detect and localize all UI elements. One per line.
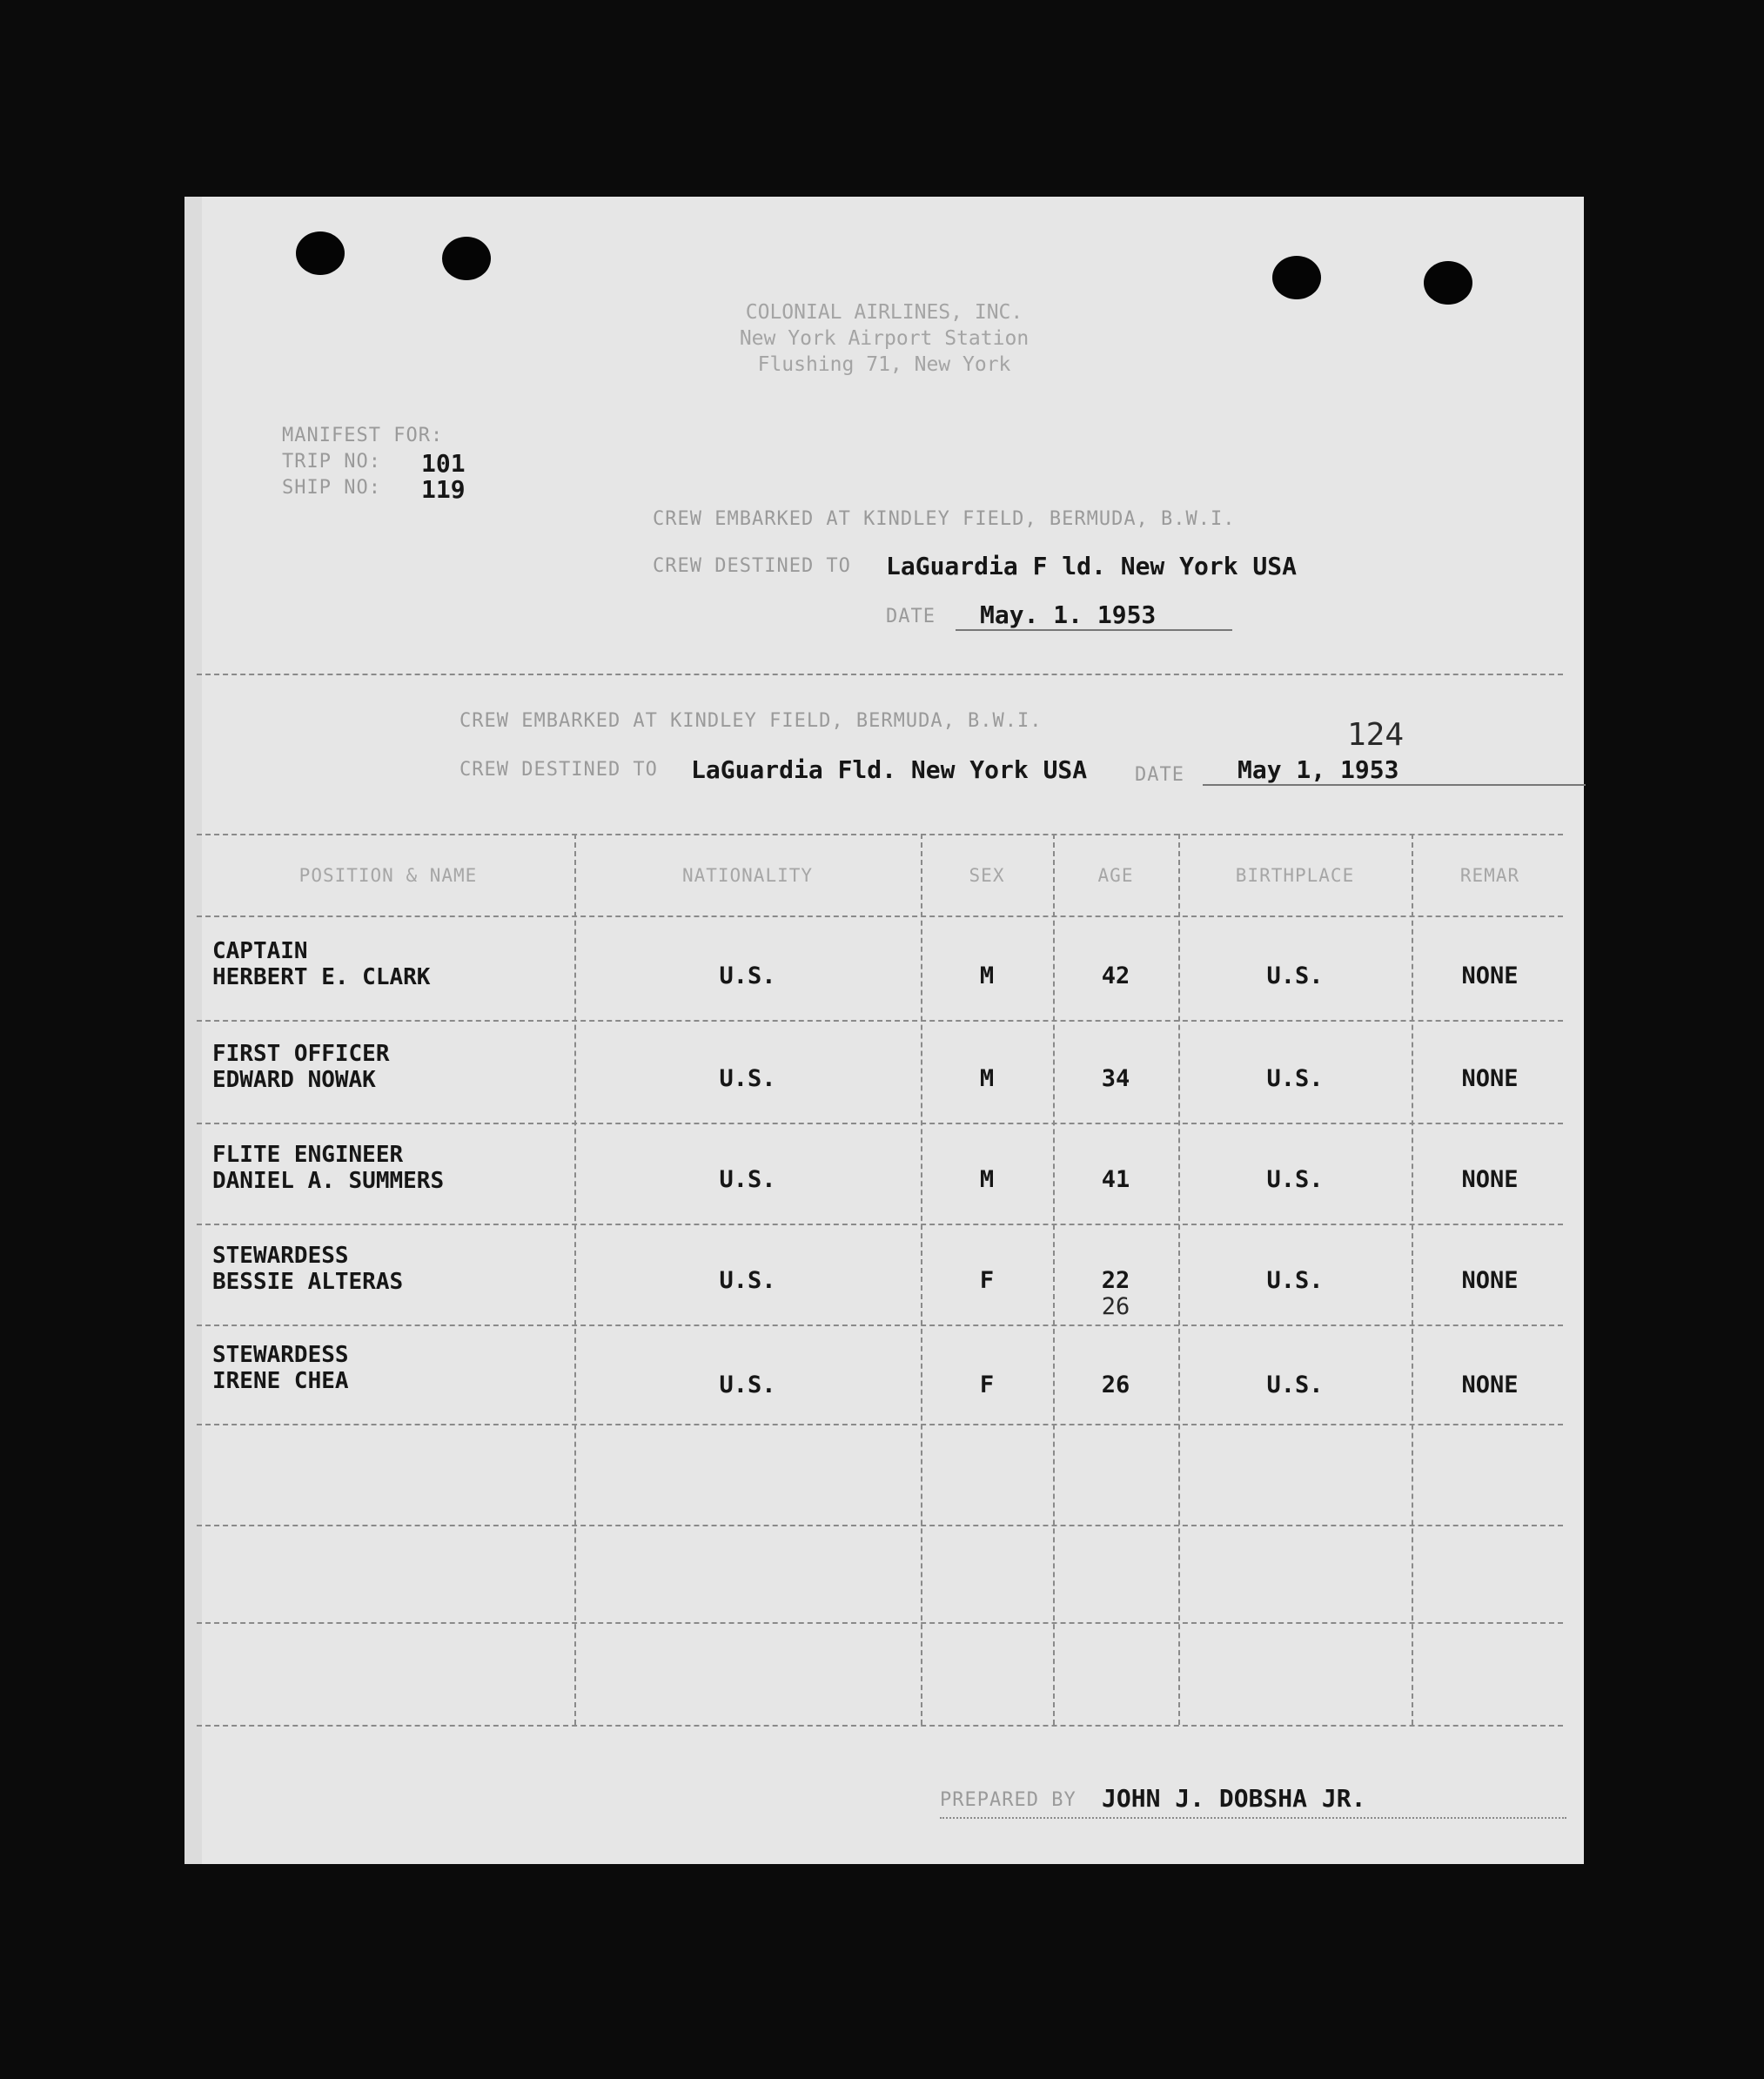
second-date-value bbox=[1203, 755, 1586, 786]
header-birthplace: BIRTHPLACE bbox=[1235, 865, 1355, 886]
row-5-sex: F bbox=[979, 1371, 995, 1398]
row-3-name: DANIEL A. SUMMERS bbox=[212, 1168, 445, 1194]
row-3-remarks: NONE bbox=[1461, 1166, 1519, 1193]
manifest-page bbox=[184, 197, 1584, 1864]
row-4-position: STEWARDESS bbox=[212, 1243, 349, 1269]
second-embarked: CREW EMBARKED AT KINDLEY FIELD, BERMUDA, B.W.I. bbox=[459, 710, 1043, 732]
prepared-by-label: PREPARED BY bbox=[940, 1789, 1077, 1811]
row-4-sex: F bbox=[979, 1267, 995, 1294]
second-destined-label: CREW DESTINED TO bbox=[459, 759, 658, 781]
row-5-nationality: U.S. bbox=[719, 1371, 776, 1398]
row-2-name: EDWARD NOWAK bbox=[212, 1067, 376, 1093]
letterhead-city: Flushing 71, New York bbox=[757, 353, 1011, 376]
binder-hole bbox=[296, 231, 345, 275]
row-5-name: IRENE CHEA bbox=[212, 1368, 349, 1394]
row-4-name: BESSIE ALTERAS bbox=[212, 1269, 404, 1295]
letterhead-company: COLONIAL AIRLINES, INC. bbox=[745, 301, 1023, 324]
trip-label: TRIP NO: bbox=[282, 451, 381, 473]
row-2-position: FIRST OFFICER bbox=[212, 1041, 390, 1067]
second-date-text: May 1, 1953 bbox=[1237, 755, 1399, 784]
row-2-remarks: NONE bbox=[1461, 1065, 1519, 1092]
row-4-birthplace: U.S. bbox=[1266, 1267, 1324, 1294]
table-bottom-rule bbox=[197, 1725, 1563, 1727]
row-rule bbox=[197, 1020, 1563, 1022]
table-top-rule bbox=[197, 834, 1563, 835]
binder-hole bbox=[1272, 256, 1321, 299]
binder-hole bbox=[1424, 261, 1472, 305]
section-divider bbox=[197, 674, 1563, 675]
row-rule bbox=[197, 1525, 1563, 1526]
header-remarks: REMAR bbox=[1459, 865, 1520, 886]
row-1-name: HERBERT E. CLARK bbox=[212, 964, 431, 990]
second-date-label: DATE bbox=[1135, 764, 1184, 786]
row-1-remarks: NONE bbox=[1461, 962, 1519, 989]
header-position-name: POSITION & NAME bbox=[298, 865, 478, 886]
top-date-label: DATE bbox=[886, 606, 936, 627]
row-5-birthplace: U.S. bbox=[1266, 1371, 1324, 1398]
page-number: 124 bbox=[1347, 717, 1405, 753]
row-rule bbox=[197, 1123, 1563, 1124]
row-3-position: FLITE ENGINEER bbox=[212, 1142, 404, 1168]
top-destined-value: LaGuardia F ld. New York USA bbox=[886, 552, 1298, 580]
ship-number: 119 bbox=[421, 475, 466, 504]
row-3-sex: M bbox=[979, 1166, 995, 1193]
row-2-age: 34 bbox=[1101, 1065, 1130, 1092]
row-4-remarks: NONE bbox=[1461, 1267, 1519, 1294]
row-2-sex: M bbox=[979, 1065, 995, 1092]
footer-rule bbox=[940, 1817, 1566, 1819]
row-5-remarks: NONE bbox=[1461, 1371, 1519, 1398]
top-destined-label: CREW DESTINED TO bbox=[653, 555, 851, 577]
row-1-position: CAPTAIN bbox=[212, 938, 308, 964]
row-1-sex: M bbox=[979, 962, 995, 989]
row-rule bbox=[197, 1325, 1563, 1326]
row-rule bbox=[197, 1224, 1563, 1225]
letterhead-station: New York Airport Station bbox=[739, 327, 1030, 350]
header-bottom-rule bbox=[197, 915, 1563, 917]
row-1-nationality: U.S. bbox=[719, 962, 776, 989]
row-1-age: 42 bbox=[1101, 962, 1130, 989]
binder-hole bbox=[442, 237, 491, 280]
row-2-nationality: U.S. bbox=[719, 1065, 776, 1092]
top-date-text: May. 1. 1953 bbox=[980, 600, 1157, 629]
header-sex: SEX bbox=[969, 865, 1005, 886]
row-5-position: STEWARDESS bbox=[212, 1342, 349, 1368]
row-1-birthplace: U.S. bbox=[1266, 962, 1324, 989]
row-5-age: 26 bbox=[1101, 1371, 1130, 1398]
page-edge-shadow bbox=[184, 197, 202, 1864]
second-destined-value: LaGuardia Fld. New York USA bbox=[691, 755, 1088, 784]
manifest-label: MANIFEST FOR: bbox=[282, 425, 444, 446]
row-3-age: 41 bbox=[1101, 1166, 1130, 1193]
row-4-age-correction: 26 bbox=[1101, 1293, 1130, 1320]
header-age: AGE bbox=[1097, 865, 1134, 886]
row-2-birthplace: U.S. bbox=[1266, 1065, 1324, 1092]
row-4-age: 22 bbox=[1101, 1267, 1130, 1294]
trip-number: 101 bbox=[421, 449, 466, 478]
row-3-nationality: U.S. bbox=[719, 1166, 776, 1193]
top-embarked: CREW EMBARKED AT KINDLEY FIELD, BERMUDA, B.W.I. bbox=[653, 508, 1236, 530]
ship-label: SHIP NO: bbox=[282, 477, 381, 499]
prepared-by-name: JOHN J. DOBSHA JR. bbox=[1102, 1784, 1366, 1813]
row-3-birthplace: U.S. bbox=[1266, 1166, 1324, 1193]
header-nationality: NATIONALITY bbox=[681, 865, 814, 886]
top-date-value bbox=[956, 600, 1232, 631]
row-rule bbox=[197, 1622, 1563, 1624]
row-4-nationality: U.S. bbox=[719, 1267, 776, 1294]
row-rule bbox=[197, 1424, 1563, 1425]
